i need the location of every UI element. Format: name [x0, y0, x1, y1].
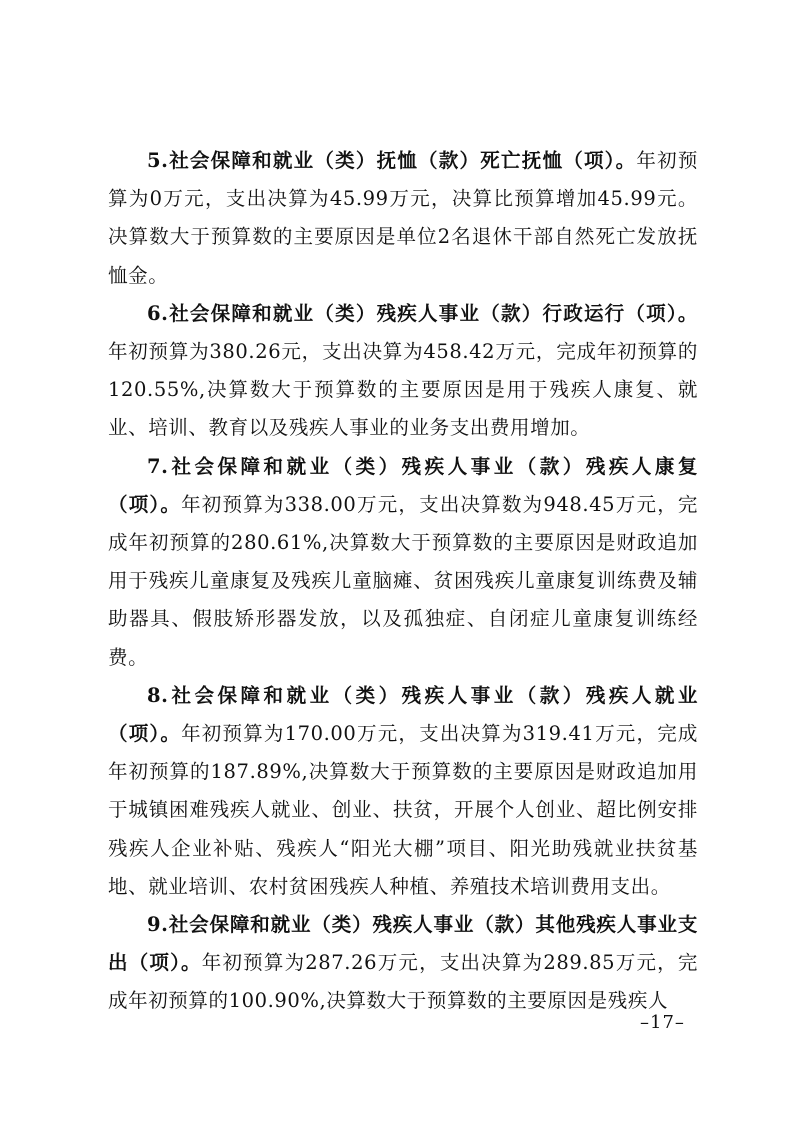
paragraph-heading: 5.社会保障和就业（类）抚恤（款）死亡抚恤（项）。 [147, 149, 637, 172]
paragraph-8 [108, 677, 698, 906]
paragraph-text: 年初预算为338.00万元，支出决算数为948.45万元，完成年初预算的280.61%,决算数大于预算数的主要原因是财政追加用于残疾儿童康复及残疾儿童脑瘫、贫困残疾儿童康复训练费及辅助器具、假肢矫形器发放，以及孤独症、自闭症儿童康复训练经费。 [108, 492, 699, 669]
paragraph-5 [108, 142, 698, 295]
paragraph-text: 年初预算为0万元，支出决算为45.99万元，决算比预算增加45.99元。决算数大于预算数的主要原因是单位2名退休干部自然死亡发放抚恤金。 [108, 149, 698, 287]
paragraph-6 [108, 295, 698, 448]
paragraph-heading: 8.社会保障和就业（类）残疾人事业（款）残疾人就业（项）。 [108, 683, 698, 746]
paragraph-heading: 7.社会保障和就业（类）残疾人事业（款）残疾人康复（项）。 [108, 454, 698, 516]
paragraph-text: 年初预算为380.26元，支出决算为458.42万元，完成年初预算的120.55%,决算数大于预算数的主要原因是用于残疾人康复、就业、培训、教育以及残疾人事业的业务支出费用增加。 [108, 340, 698, 440]
page-number: –17– [640, 1012, 685, 1033]
paragraph-9 [108, 906, 698, 1021]
document-body [108, 142, 698, 1021]
paragraph-text: 年初预算为287.26万元，支出决算为289.85万元，完成年初预算的100.90%,决算数大于预算数的主要原因是残疾人 [108, 951, 698, 1013]
paragraph-text: 年初预算为170.00万元，支出决算为319.41万元，完成年初预算的187.89%,决算数大于预算数的主要原因是财政追加用于城镇困难残疾人就业、创业、扶贫，开展个人创业、超比例安排残疾人企业补贴、残疾人“阳光大棚”项目、阳光助残就业扶贫基地、就业培训、农村贫困残疾人种植、养殖技术培训费用支出。 [108, 722, 699, 898]
paragraph-heading: 9.社会保障和就业（类）残疾人事业（款）其他残疾人事业支出（项）。 [108, 913, 698, 975]
paragraph-heading: 6.社会保障和就业（类）残疾人事业（款）行政运行（项）。 [147, 301, 698, 325]
paragraph-7 [108, 448, 698, 677]
